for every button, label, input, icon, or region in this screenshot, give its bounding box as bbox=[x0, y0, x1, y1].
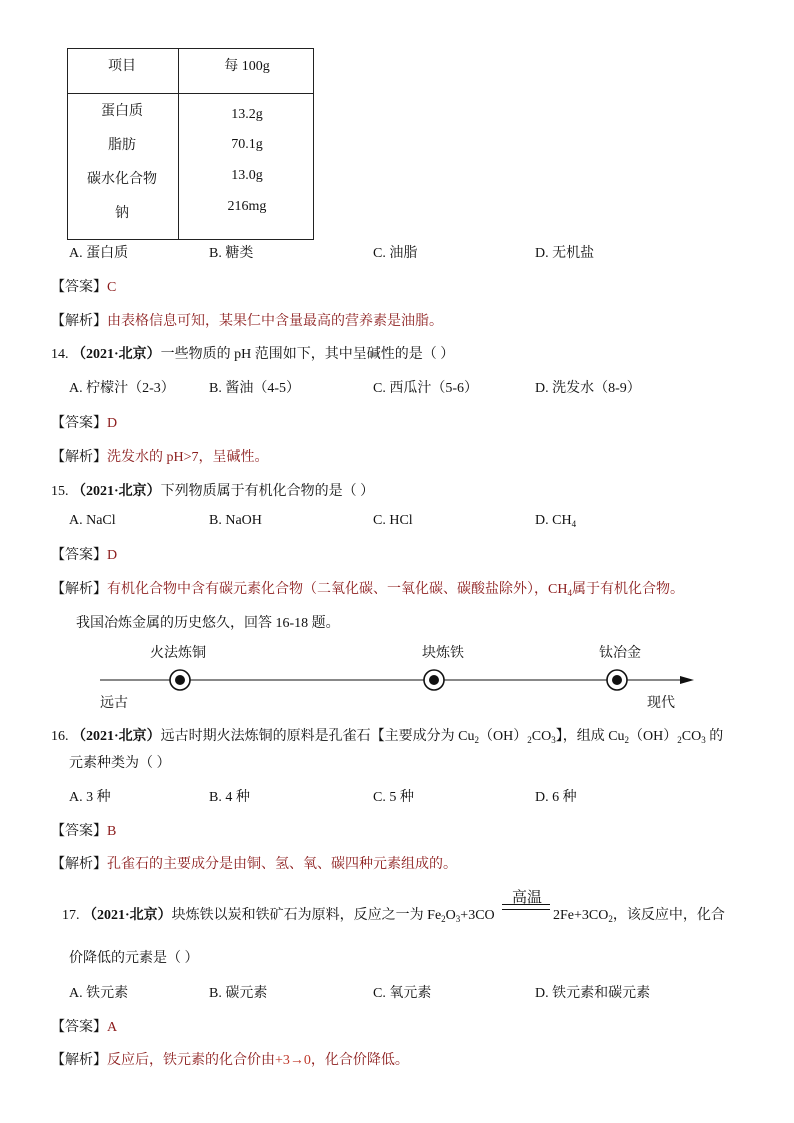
question-text: +3CO bbox=[460, 908, 495, 923]
question-text: 下列物质属于有机化合物的是（ ） bbox=[160, 484, 375, 499]
question-source: （2021·北京） bbox=[83, 908, 172, 923]
answer-value: D bbox=[107, 416, 118, 431]
analysis-valence-change: +3→0 bbox=[275, 1053, 311, 1068]
subscript: 2 bbox=[441, 914, 446, 924]
analysis-text: 由表格信息可知，某果仁中含量最高的营养素是油脂。 bbox=[107, 314, 443, 329]
question-text: 2Fe+3CO bbox=[553, 908, 609, 923]
analysis-tag: 【解析】 bbox=[51, 1053, 107, 1068]
q15-option-a: A. NaCl bbox=[69, 513, 116, 528]
table-cell-value: 13.2g bbox=[231, 107, 263, 122]
analysis-tag: 【解析】 bbox=[51, 314, 107, 329]
q14-option-c: C. 西瓜汁（5-6） bbox=[373, 381, 478, 396]
arrow-head-icon bbox=[680, 676, 694, 684]
q17-analysis bbox=[51, 1049, 409, 1069]
timeline-event-label: 火法炼铜 bbox=[150, 646, 206, 661]
analysis-tag: 【解析】 bbox=[51, 857, 107, 872]
answer-value: A bbox=[107, 1020, 118, 1035]
timeline-event-label: 块炼铁 bbox=[422, 646, 464, 661]
answer-value: B bbox=[107, 824, 117, 839]
reaction-equals-sign bbox=[502, 904, 550, 910]
q13-option-c: C. 油脂 bbox=[373, 246, 418, 261]
q16-option-d: D. 6 种 bbox=[535, 790, 577, 805]
q15-option-c: C. HCl bbox=[373, 513, 413, 528]
subscript: 2 bbox=[624, 735, 630, 745]
question-source: （2021·北京） bbox=[72, 729, 161, 744]
subscript: 2 bbox=[474, 735, 480, 745]
table-cell-value: 70.1g bbox=[231, 137, 263, 152]
q14-option-a: A. 柠檬汁（2-3） bbox=[69, 381, 175, 396]
question-number: 14. bbox=[51, 347, 69, 362]
q16-stem-line2: 元素种类为（ ） bbox=[69, 756, 171, 771]
timeline-end-label: 现代 bbox=[647, 696, 675, 711]
section-intro: 我国冶炼金属的历史悠久，回答 16-18 题。 bbox=[76, 616, 340, 631]
q17-option-c: C. 氧元素 bbox=[373, 986, 432, 1001]
q14-analysis bbox=[51, 446, 269, 466]
timeline-dot bbox=[424, 670, 444, 690]
q13-answer bbox=[51, 276, 116, 296]
q13-option-a: A. 蛋白质 bbox=[69, 246, 129, 261]
timeline-dot bbox=[607, 670, 627, 690]
q16-option-b: B. 4 种 bbox=[209, 790, 250, 805]
subscript: 4 bbox=[567, 588, 572, 598]
q16-option-c: C. 5 种 bbox=[373, 790, 414, 805]
question-text: CO bbox=[681, 729, 702, 744]
question-source: （2021·北京） bbox=[72, 484, 161, 499]
question-source: （2021·北京） bbox=[72, 347, 161, 362]
question-number: 16. bbox=[51, 729, 69, 744]
q15-stem bbox=[51, 480, 374, 500]
q13-option-b: B. 糖类 bbox=[209, 246, 254, 261]
question-text: 的 bbox=[705, 729, 724, 744]
option-text: D. CH bbox=[535, 513, 572, 528]
answer-tag: 【答案】 bbox=[51, 1020, 107, 1035]
table-cell-value: 216mg bbox=[227, 199, 267, 214]
table-header-value: 每 100g bbox=[224, 59, 270, 74]
table-cell-item: 蛋白质 bbox=[101, 104, 143, 119]
answer-tag: 【答案】 bbox=[51, 416, 107, 431]
q15-analysis bbox=[51, 578, 684, 598]
subscript: 2 bbox=[677, 735, 682, 745]
subscript: 4 bbox=[571, 519, 577, 529]
analysis-text: 洗发水的 pH>7，呈碱性。 bbox=[107, 450, 269, 465]
subscript: 3 bbox=[551, 735, 556, 745]
q17-stem bbox=[62, 904, 495, 924]
subscript: 2 bbox=[527, 735, 532, 745]
nutrition-table bbox=[67, 48, 314, 240]
question-text: 】，组成 Cu bbox=[555, 729, 625, 744]
question-text: CO bbox=[531, 729, 552, 744]
q16-answer bbox=[51, 820, 116, 840]
subscript: 3 bbox=[701, 735, 706, 745]
q16-analysis bbox=[51, 853, 457, 873]
q14-option-b: B. 酱油（4-5） bbox=[209, 381, 300, 396]
question-text: ，该反应中，化合 bbox=[612, 908, 725, 923]
question-text: 远古时期火法炼铜的原料是孔雀石【主要成分为 Cu bbox=[160, 729, 475, 744]
analysis-text: 属于有机化合物。 bbox=[571, 582, 684, 597]
question-text: O bbox=[445, 908, 456, 923]
timeline-start-label: 远古 bbox=[100, 696, 128, 711]
table-cell-item: 钠 bbox=[115, 206, 129, 221]
q14-option-d: D. 洗发水（8-9） bbox=[535, 381, 641, 396]
q15-answer bbox=[51, 544, 117, 564]
q17-option-b: B. 碳元素 bbox=[209, 986, 268, 1001]
answer-tag: 【答案】 bbox=[51, 824, 107, 839]
question-number: 15. bbox=[51, 484, 69, 499]
q13-analysis bbox=[51, 310, 443, 330]
table-divider-horizontal bbox=[68, 93, 313, 94]
q17-stem-continued bbox=[553, 904, 725, 924]
table-cell-item: 碳水化合物 bbox=[87, 172, 157, 187]
subscript: 3 bbox=[455, 914, 461, 924]
q17-answer bbox=[51, 1016, 117, 1036]
subscript: 2 bbox=[608, 914, 613, 924]
analysis-text: 反应后，铁元素的化合价由 bbox=[107, 1053, 275, 1068]
table-cell-value: 13.0g bbox=[231, 168, 263, 183]
q16-stem bbox=[51, 725, 723, 745]
question-text: （OH） bbox=[479, 729, 528, 744]
analysis-text: 孔雀石的主要成分是由铜、氢、氧、碳四种元素组成的。 bbox=[107, 857, 457, 872]
q13-option-d: D. 无机盐 bbox=[535, 246, 595, 261]
q16-option-a: A. 3 种 bbox=[69, 790, 111, 805]
q17-option-a: A. 铁元素 bbox=[69, 986, 129, 1001]
reaction-condition: 高温 bbox=[511, 890, 542, 906]
q15-option-d bbox=[535, 513, 576, 529]
answer-tag: 【答案】 bbox=[51, 548, 107, 563]
answer-tag: 【答案】 bbox=[51, 280, 107, 295]
analysis-text: ，化合价降低。 bbox=[310, 1053, 409, 1068]
timeline-dot bbox=[170, 670, 190, 690]
analysis-tag: 【解析】 bbox=[51, 582, 107, 597]
q15-option-b: B. NaOH bbox=[209, 513, 262, 528]
question-text: 一些物质的 pH 范围如下，其中呈碱性的是（ ） bbox=[160, 347, 455, 362]
analysis-text: 有机化合物中含有碳元素化合物（二氧化碳、一氧化碳、碳酸盐除外），CH bbox=[107, 582, 568, 597]
question-text: 块炼铁以炭和铁矿石为原料，反应之一为 Fe bbox=[171, 908, 442, 923]
analysis-tag: 【解析】 bbox=[51, 450, 107, 465]
question-number: 17. bbox=[62, 908, 80, 923]
answer-value: C bbox=[107, 280, 117, 295]
metallurgy-timeline bbox=[0, 630, 794, 710]
table-header-item: 项目 bbox=[108, 59, 136, 74]
q17-option-d: D. 铁元素和碳元素 bbox=[535, 986, 651, 1001]
table-cell-item: 脂肪 bbox=[108, 138, 136, 153]
q17-stem-line2: 价降低的元素是（ ） bbox=[69, 951, 199, 966]
timeline-event-label: 钛冶金 bbox=[599, 646, 641, 661]
q14-answer bbox=[51, 412, 117, 432]
question-text: （OH） bbox=[629, 729, 678, 744]
q14-stem bbox=[51, 343, 454, 363]
answer-value: D bbox=[107, 548, 118, 563]
